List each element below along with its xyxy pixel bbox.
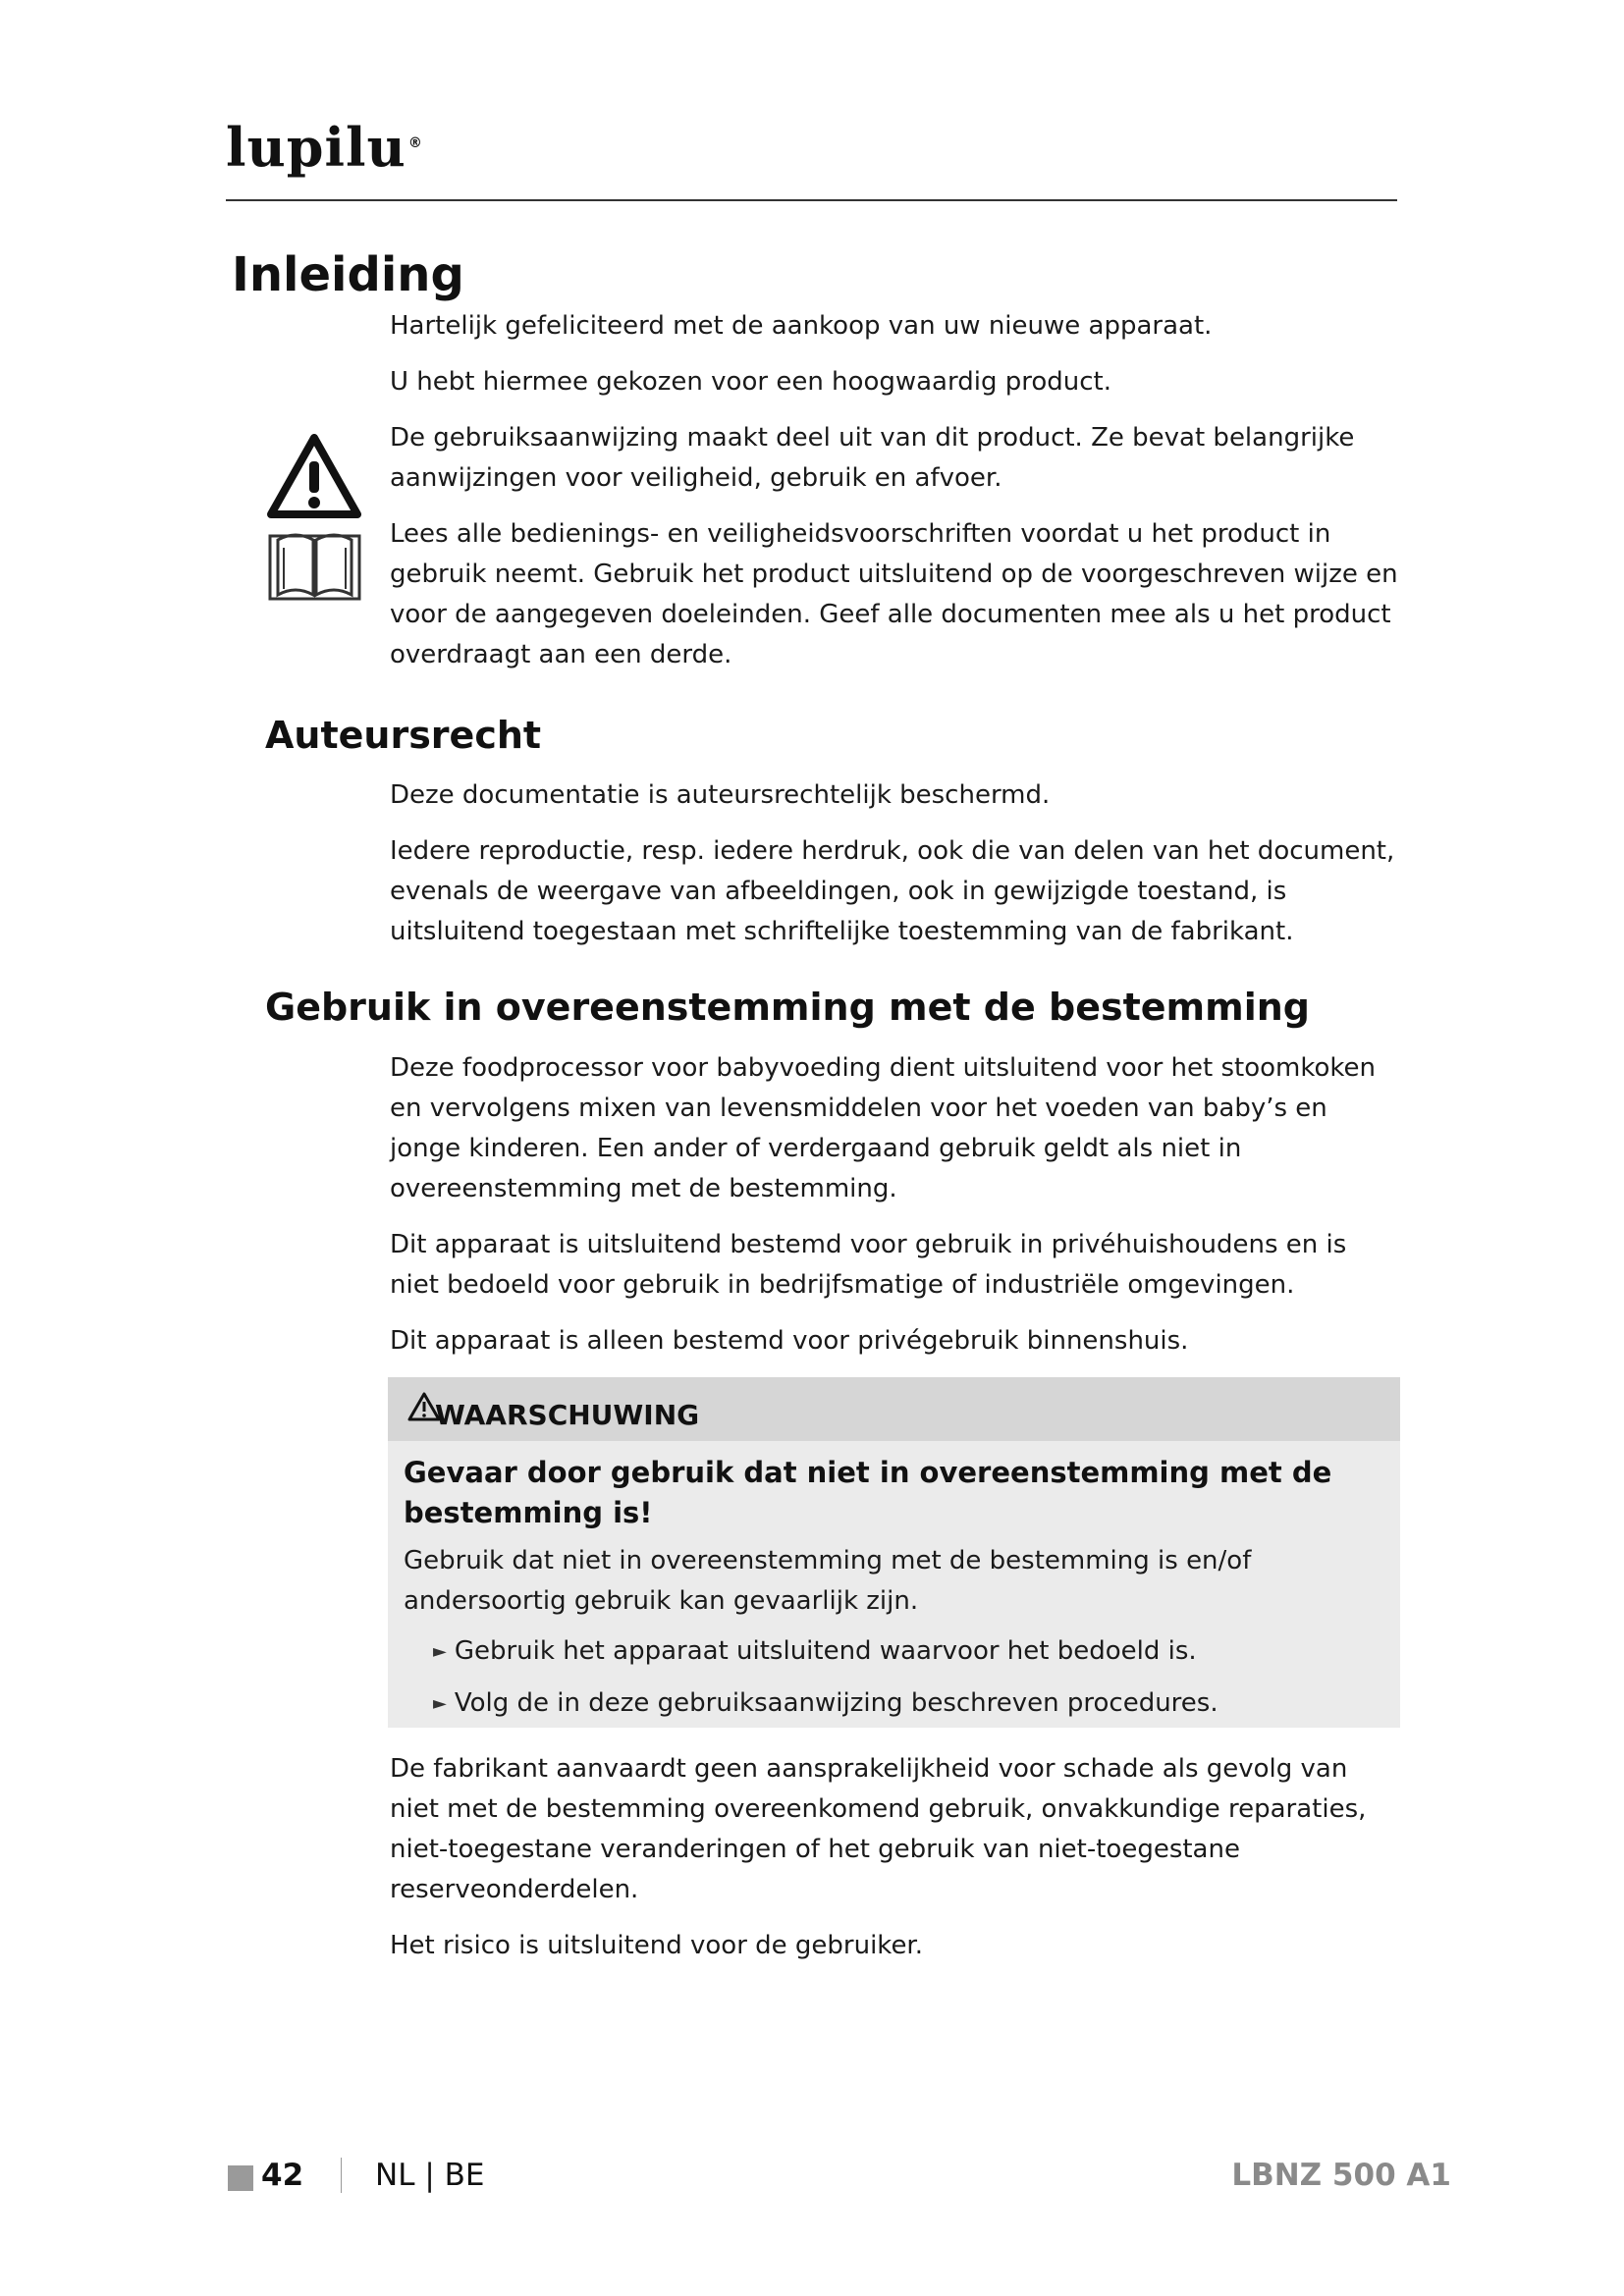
- paragraph: De fabrikant aanvaardt geen aansprakelijkheid voor schade als gevolg van niet met de bestemming overeenkomend gebruik, onvakkundige reparaties, niet-toegestane veranderingen of het gebruik van niet-toegestane reserveonderdelen.: [390, 1754, 1367, 1904]
- copyright-text: [390, 775, 1401, 968]
- bullet-arrow-icon: ►: [433, 1693, 447, 1714]
- paragraph: Deze documentatie is auteursrechtelijk beschermd.: [390, 780, 1051, 810]
- bullet-arrow-icon: ►: [433, 1641, 447, 1662]
- footer-marker: [228, 2165, 253, 2191]
- section-title-copyright: Auteursrecht: [265, 714, 542, 757]
- warning-label: WAARSCHUWING: [435, 1399, 700, 1431]
- registered-mark: ®: [407, 135, 423, 151]
- paragraph: Dit apparaat is uitsluitend bestemd voor gebruik in privéhuishoudens en is niet bedoeld voor gebruik in bedrijfsmatige of industriële omgevingen.: [390, 1230, 1347, 1300]
- bullet-text: Gebruik het apparaat uitsluitend waarvoor het bedoeld is.: [454, 1636, 1197, 1666]
- warning-text: Gebruik dat niet in overeenstemming met de bestemming is en/of andersoortig gebruik kan gevaarlijk zijn.: [404, 1546, 1252, 1616]
- paragraph: Lees alle bedienings- en veiligheidsvoorschriften voordat u het product in gebruik neemt. Gebruik het product uitsluitend op de voorgeschreven wijze en voor de aangegeven doeleinden. Geef alle documenten mee als u het product overdraagt aan een derde.: [390, 519, 1398, 669]
- intro-text: [390, 306, 1401, 691]
- section-title-intro: Inleiding: [232, 247, 464, 302]
- model-number: LBNZ 500 A1: [1231, 2158, 1451, 2193]
- paragraph: U hebt hiermee gekozen voor een hoogwaardig product.: [390, 367, 1111, 397]
- list-item: [433, 1631, 1384, 1672]
- brand-name: lupilu: [226, 116, 406, 179]
- language-code: NL | BE: [375, 2158, 485, 2193]
- warning-box: [388, 1377, 1400, 1728]
- paragraph: De gebruiksaanwijzing maakt deel uit van dit product. Ze bevat belangrijke aanwijzingen voor veiligheid, gebruik en afvoer.: [390, 423, 1355, 493]
- list-item: [433, 1683, 1384, 1724]
- bullet-text: Volg de in deze gebruiksaanwijzing beschreven procedures.: [454, 1688, 1218, 1718]
- liability-text: [390, 1749, 1401, 1982]
- paragraph: Dit apparaat is alleen bestemd voor privégebruik binnenshuis.: [390, 1326, 1189, 1356]
- warning-triangle-icon: [267, 434, 361, 518]
- header-divider: [226, 199, 1397, 201]
- paragraph: Deze foodprocessor voor babyvoeding dient uitsluitend voor het stoomkoken en vervolgens mixen van levensmiddelen voor het voeden van baby’s en jonge kinderen. Een ander of verdergaand gebruik geldt als niet in overeenstemming met de bestemming.: [390, 1053, 1376, 1203]
- page-number: 42: [261, 2158, 304, 2193]
- brand-logo: [226, 116, 423, 179]
- paragraph: Hartelijk gefeliciteerd met de aankoop van uw nieuwe apparaat.: [390, 311, 1213, 341]
- warning-title: Gevaar door gebruik dat niet in overeenstemming met de bestemming is!: [404, 1456, 1332, 1529]
- warning-header: [388, 1377, 1400, 1441]
- footer-divider: [341, 2158, 342, 2193]
- open-book-icon: [268, 526, 361, 603]
- section-title-intended-use: Gebruik in overeenstemming met de bestemming: [265, 986, 1310, 1029]
- paragraph: Het risico is uitsluitend voor de gebruiker.: [390, 1931, 924, 1960]
- intended-use-text: [390, 1048, 1401, 1377]
- paragraph: Iedere reproductie, resp. iedere herdruk, ook die van delen van het document, evenals de weergave van afbeeldingen, ook in gewijzigde toestand, is uitsluitend toegestaan met schriftelijke toestemming van de fabrikant.: [390, 836, 1395, 946]
